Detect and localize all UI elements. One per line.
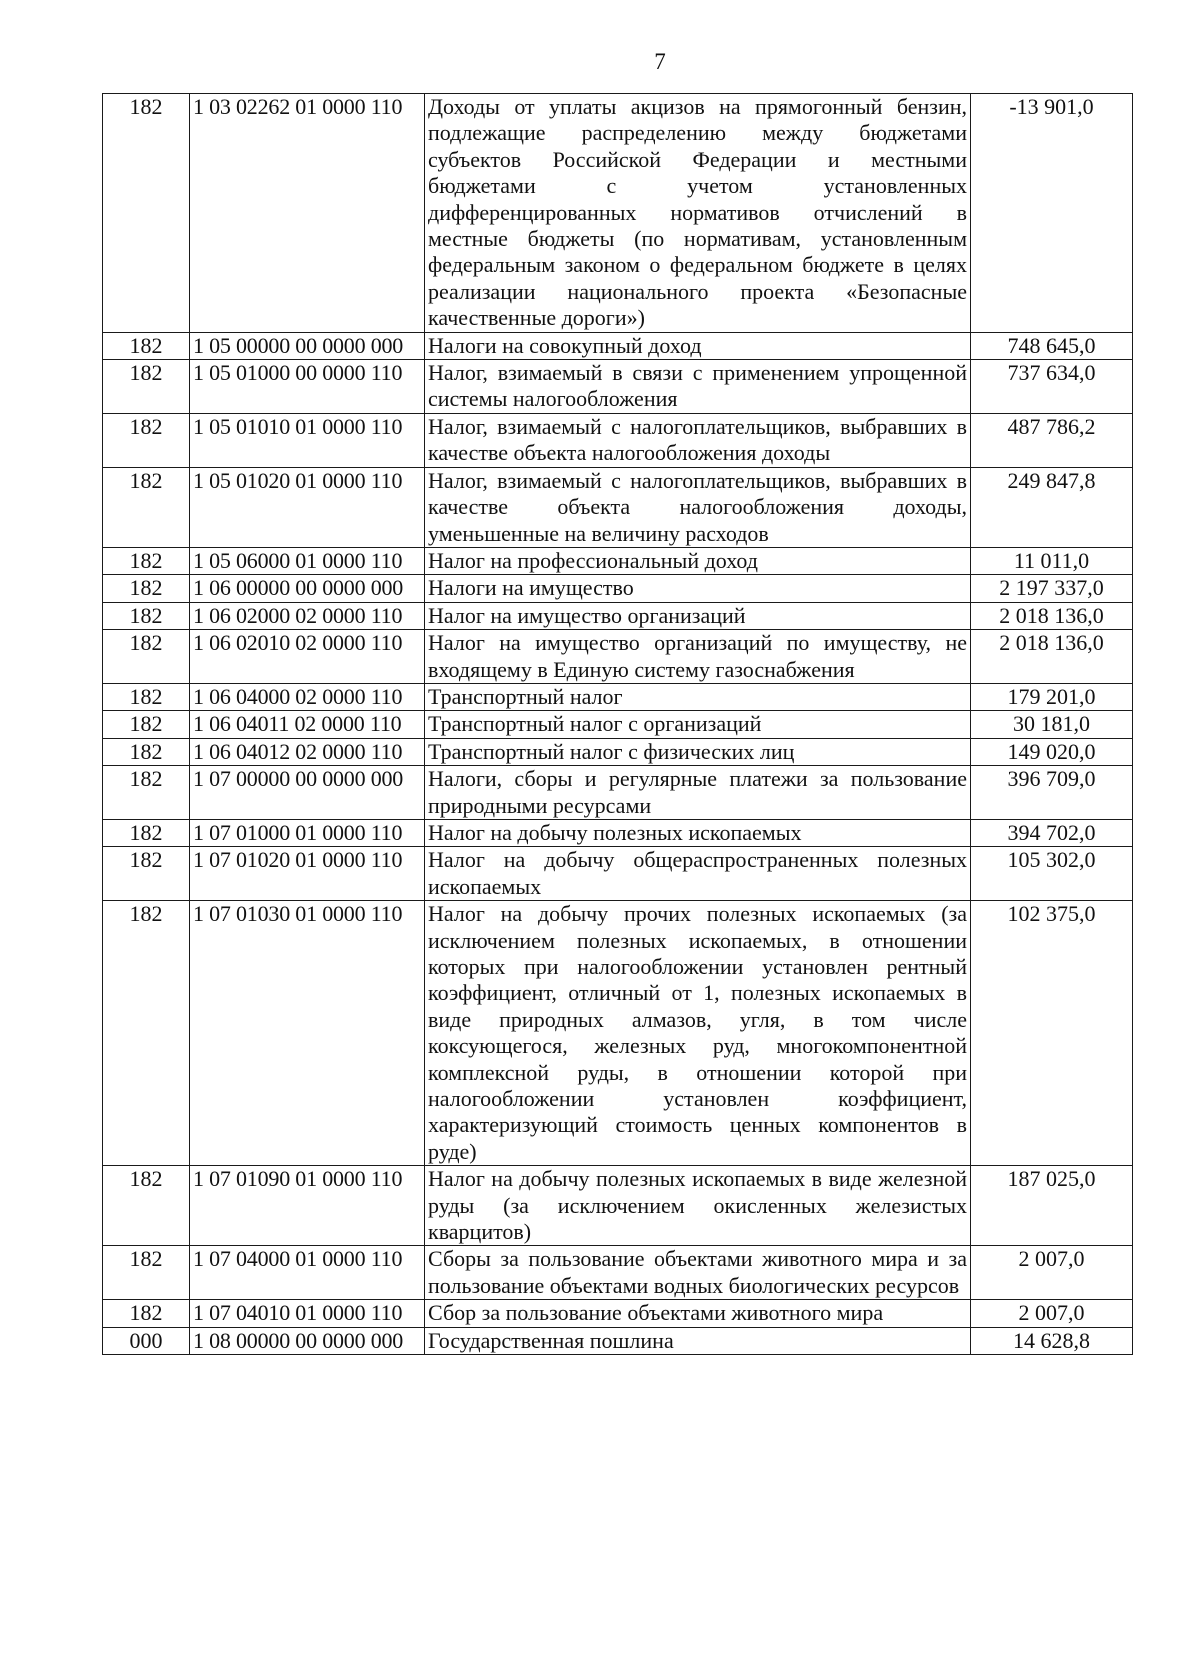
- admin-code-cell: 182: [103, 1166, 190, 1246]
- admin-code-cell: 182: [103, 711, 190, 738]
- admin-code-cell: 182: [103, 738, 190, 765]
- amount-cell: 394 702,0: [971, 819, 1133, 846]
- amount-cell: 105 302,0: [971, 847, 1133, 901]
- table-row: [103, 901, 1133, 1166]
- budget-code-cell: 1 06 04012 02 0000 110: [190, 738, 425, 765]
- table-row: [103, 94, 1133, 333]
- admin-code-cell: 182: [103, 94, 190, 333]
- budget-code-cell: 1 05 01020 01 0000 110: [190, 467, 425, 547]
- amount-cell: 737 634,0: [971, 360, 1133, 414]
- budget-code-cell: 1 07 04000 01 0000 110: [190, 1246, 425, 1300]
- budget-code-cell: 1 07 01000 01 0000 110: [190, 819, 425, 846]
- amount-cell: 14 628,8: [971, 1327, 1133, 1354]
- budget-code-cell: 1 07 01020 01 0000 110: [190, 847, 425, 901]
- revenue-name-cell: Налог, взимаемый в связи с применением упрощенной системы налогообложения: [425, 360, 971, 414]
- revenue-name-cell: Налог на добычу полезных ископаемых: [425, 819, 971, 846]
- table-row: [103, 547, 1133, 574]
- admin-code-cell: 182: [103, 683, 190, 710]
- revenue-name-cell: Налог на добычу прочих полезных ископаемых (за исключением полезных ископаемых, в отношении которых при налогообложении установлен рентный коэффициент, отличный от 1, полезных ископаемых в виде природных алмазов, угля, в том числе коксующегося, железных руд, многокомпонентной комплексной руды, в отношении которой при налогообложении установлен коэффициент, характеризующий стоимость ценных компонентов в руде): [425, 901, 971, 1166]
- table-row: [103, 766, 1133, 820]
- table-row: [103, 360, 1133, 414]
- page-number: 7: [654, 49, 666, 74]
- amount-cell: -13 901,0: [971, 94, 1133, 333]
- amount-cell: 2 018 136,0: [971, 630, 1133, 684]
- amount-cell: 2 007,0: [971, 1246, 1133, 1300]
- admin-code-cell: 000: [103, 1327, 190, 1354]
- revenue-name-cell: Налог на имущество организаций: [425, 602, 971, 629]
- revenue-name-cell: Государственная пошлина: [425, 1327, 971, 1354]
- admin-code-cell: 182: [103, 630, 190, 684]
- budget-code-cell: 1 08 00000 00 0000 000: [190, 1327, 425, 1354]
- revenue-name-cell: Налоги, сборы и регулярные платежи за пользование природными ресурсами: [425, 766, 971, 820]
- admin-code-cell: 182: [103, 602, 190, 629]
- revenue-name-cell: Доходы от уплаты акцизов на прямогонный бензин, подлежащие распределению между бюджетами субъектов Российской Федерации и местными бюджетами с учетом установленных дифференцированных нормативов отчислений в местные бюджеты (по нормативам, установленным федеральным законом о федеральном бюджете в целях реализации национального проекта «Безопасные качественные дороги»): [425, 94, 971, 333]
- revenue-name-cell: Налог на профессиональный доход: [425, 547, 971, 574]
- table-row: [103, 1300, 1133, 1327]
- admin-code-cell: 182: [103, 1300, 190, 1327]
- table-row: [103, 413, 1133, 467]
- revenue-name-cell: Транспортный налог с физических лиц: [425, 738, 971, 765]
- revenue-name-cell: Налоги на совокупный доход: [425, 332, 971, 359]
- amount-cell: 487 786,2: [971, 413, 1133, 467]
- budget-code-cell: 1 07 04010 01 0000 110: [190, 1300, 425, 1327]
- table-row: [103, 332, 1133, 359]
- admin-code-cell: 182: [103, 819, 190, 846]
- amount-cell: 2 018 136,0: [971, 602, 1133, 629]
- table-row: [103, 575, 1133, 602]
- amount-cell: 30 181,0: [971, 711, 1133, 738]
- budget-code-cell: 1 05 01010 01 0000 110: [190, 413, 425, 467]
- table-row: [103, 1246, 1133, 1300]
- budget-code-cell: 1 06 04000 02 0000 110: [190, 683, 425, 710]
- revenue-table: [102, 93, 1133, 1355]
- amount-cell: 149 020,0: [971, 738, 1133, 765]
- amount-cell: 102 375,0: [971, 901, 1133, 1166]
- budget-code-cell: 1 05 01000 00 0000 110: [190, 360, 425, 414]
- amount-cell: 396 709,0: [971, 766, 1133, 820]
- admin-code-cell: 182: [103, 847, 190, 901]
- admin-code-cell: 182: [103, 575, 190, 602]
- admin-code-cell: 182: [103, 332, 190, 359]
- amount-cell: 2 007,0: [971, 1300, 1133, 1327]
- admin-code-cell: 182: [103, 901, 190, 1166]
- budget-code-cell: 1 07 01030 01 0000 110: [190, 901, 425, 1166]
- budget-code-cell: 1 07 00000 00 0000 000: [190, 766, 425, 820]
- table-row: [103, 738, 1133, 765]
- table-row: [103, 467, 1133, 547]
- table-row: [103, 819, 1133, 846]
- budget-code-cell: 1 06 02000 02 0000 110: [190, 602, 425, 629]
- revenue-name-cell: Сборы за пользование объектами животного мира и за пользование объектами водных биологических ресурсов: [425, 1246, 971, 1300]
- table-row: [103, 711, 1133, 738]
- budget-code-cell: 1 03 02262 01 0000 110: [190, 94, 425, 333]
- amount-cell: 187 025,0: [971, 1166, 1133, 1246]
- admin-code-cell: 182: [103, 766, 190, 820]
- admin-code-cell: 182: [103, 1246, 190, 1300]
- admin-code-cell: 182: [103, 547, 190, 574]
- admin-code-cell: 182: [103, 360, 190, 414]
- revenue-name-cell: Транспортный налог: [425, 683, 971, 710]
- amount-cell: 11 011,0: [971, 547, 1133, 574]
- revenue-name-cell: Налог, взимаемый с налогоплательщиков, выбравших в качестве объекта налогообложения доходы, уменьшенные на величину расходов: [425, 467, 971, 547]
- table-row: [103, 1166, 1133, 1246]
- table-row: [103, 847, 1133, 901]
- budget-code-cell: 1 07 01090 01 0000 110: [190, 1166, 425, 1246]
- revenue-name-cell: Налоги на имущество: [425, 575, 971, 602]
- table-row: [103, 1327, 1133, 1354]
- admin-code-cell: 182: [103, 413, 190, 467]
- budget-code-cell: 1 06 02010 02 0000 110: [190, 630, 425, 684]
- budget-code-cell: 1 06 04011 02 0000 110: [190, 711, 425, 738]
- amount-cell: 179 201,0: [971, 683, 1133, 710]
- revenue-name-cell: Налог на имущество организаций по имуществу, не входящему в Единую систему газоснабжения: [425, 630, 971, 684]
- budget-code-cell: 1 05 06000 01 0000 110: [190, 547, 425, 574]
- table-row: [103, 683, 1133, 710]
- revenue-name-cell: Налог, взимаемый с налогоплательщиков, выбравших в качестве объекта налогообложения доходы: [425, 413, 971, 467]
- table-row: [103, 602, 1133, 629]
- amount-cell: 748 645,0: [971, 332, 1133, 359]
- budget-code-cell: 1 06 00000 00 0000 000: [190, 575, 425, 602]
- amount-cell: 249 847,8: [971, 467, 1133, 547]
- amount-cell: 2 197 337,0: [971, 575, 1133, 602]
- revenue-name-cell: Транспортный налог с организаций: [425, 711, 971, 738]
- revenue-name-cell: Сбор за пользование объектами животного мира: [425, 1300, 971, 1327]
- revenue-name-cell: Налог на добычу общераспространенных полезных ископаемых: [425, 847, 971, 901]
- revenue-name-cell: Налог на добычу полезных ископаемых в виде железной руды (за исключением окисленных железистых кварцитов): [425, 1166, 971, 1246]
- revenue-table-body: [103, 94, 1133, 1355]
- table-row: [103, 630, 1133, 684]
- admin-code-cell: 182: [103, 467, 190, 547]
- budget-code-cell: 1 05 00000 00 0000 000: [190, 332, 425, 359]
